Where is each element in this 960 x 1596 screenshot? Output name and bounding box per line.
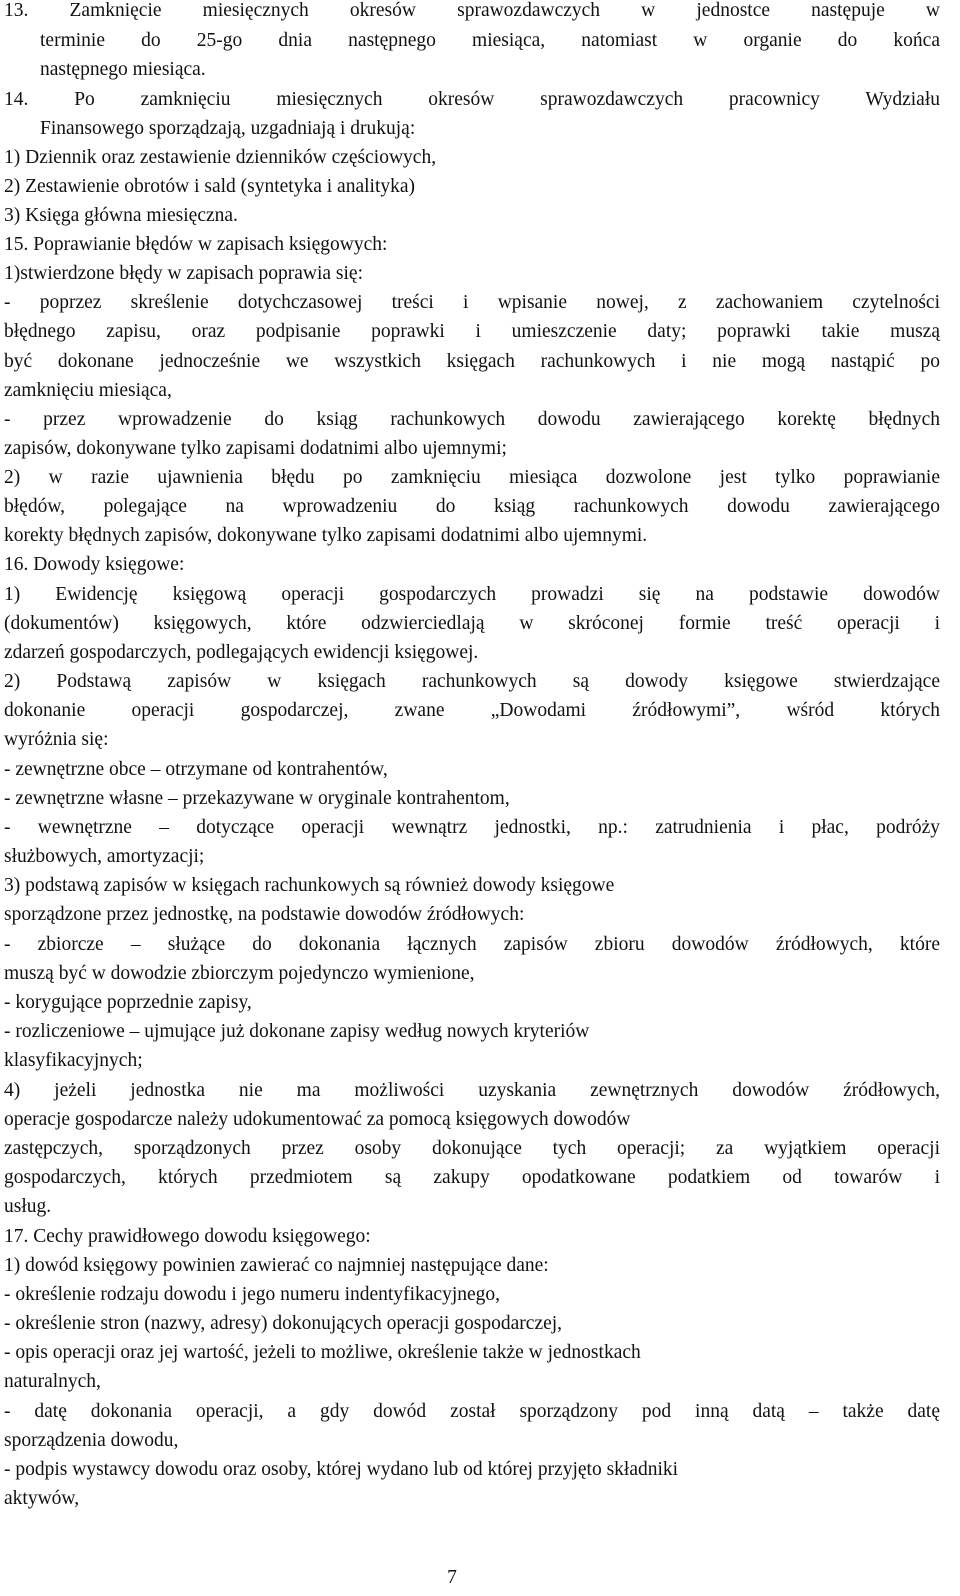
text-line-7: 2) Zestawienie obrotów i sald (syntetyka i analityka) xyxy=(4,176,416,197)
text-line-6: 1) Dziennik oraz zestawienie dzienników częściowych, xyxy=(4,147,437,168)
text-line-14: zamknięciu miesiąca, xyxy=(4,380,172,401)
text-line-28: - zewnętrzne własne – przekazywane w oryginale kontrahentom, xyxy=(4,788,510,809)
text-line-23: zdarzeń gospodarczych, podlegających ewidencji księgowej. xyxy=(4,642,479,663)
text-line-49: - datę dokonania operacji, a gdy dowód został sporządzony pod inną datą – także datę xyxy=(4,1401,940,1422)
text-line-20: 16. Dowody księgowe: xyxy=(4,554,185,575)
text-line-11: - poprzez skreślenie dotychczasowej treści i wpisanie nowej, z zachowaniem czytelności xyxy=(4,292,940,313)
text-line-48: naturalnych, xyxy=(4,1371,101,1392)
text-line-29: - wewnętrzne – dotyczące operacji wewnątrz jednostki, np.: zatrudnienia i płac, podróży xyxy=(4,817,940,838)
text-line-30: służbowych, amortyzacji; xyxy=(4,846,205,867)
text-line-1: 13. Zamknięcie miesięcznych okresów sprawozdawczych w jednostce następuje w xyxy=(4,0,940,21)
text-line-25: dokonanie operacji gospodarczej, zwane „Dowodami źródłowymi”, wśród których xyxy=(4,700,940,721)
text-line-21: 1) Ewidencję księgową operacji gospodarczych prowadzi się na podstawie dowodów xyxy=(4,584,940,605)
text-line-17: 2) w razie ujawnienia błędu po zamknięciu miesiąca dozwolone jest tylko poprawianie xyxy=(4,467,940,488)
text-line-41: gospodarczych, których przedmiotem są zakupy opodatkowane podatkiem od towarów i xyxy=(4,1167,940,1188)
text-line-34: muszą być w dowodzie zbiorczym pojedynczo wymienione, xyxy=(4,963,475,984)
text-line-52: aktywów, xyxy=(4,1488,80,1509)
text-line-35: - korygujące poprzednie zapisy, xyxy=(4,992,252,1013)
text-line-45: - określenie rodzaju dowodu i jego numeru indentyfikacyjnego, xyxy=(4,1284,501,1305)
text-line-37: klasyfikacyjnych; xyxy=(4,1050,143,1071)
text-line-36: - rozliczeniowe – ujmujące już dokonane zapisy według nowych kryteriów xyxy=(4,1021,590,1042)
text-line-26: wyróżnia się: xyxy=(4,729,109,750)
text-line-40: zastępczych, sporządzonych przez osoby dokonujące tych operacji; za wyjątkiem operacji xyxy=(4,1138,940,1159)
text-line-27: - zewnętrzne obce – otrzymane od kontrahentów, xyxy=(4,759,388,780)
text-line-51: - podpis wystawcy dowodu oraz osoby, której wydano lub od której przyjęto składniki xyxy=(4,1459,679,1480)
text-line-38: 4) jeżeli jednostka nie ma możliwości uzyskania zewnętrznych dowodów źródłowych, xyxy=(4,1080,940,1101)
text-line-46: - określenie stron (nazwy, adresy) dokonujących operacji gospodarczej, xyxy=(4,1313,563,1334)
text-line-8: 3) Księga główna miesięczna. xyxy=(4,205,238,226)
text-line-5: Finansowego sporządzają, uzgadniają i drukują: xyxy=(40,118,416,139)
text-line-22: (dokumentów) księgowych, które odzwierciedlają w skróconej formie treść operacji i xyxy=(4,613,940,634)
text-line-15: - przez wprowadzenie do ksiąg rachunkowych dowodu zawierającego korektę błędnych xyxy=(4,409,940,430)
text-line-31: 3) podstawą zapisów w księgach rachunkowych są również dowody księgowe xyxy=(4,875,615,896)
text-line-44: 1) dowód księgowy powinien zawierać co najmniej następujące dane: xyxy=(4,1255,549,1276)
text-line-3: następnego miesiąca. xyxy=(40,59,206,80)
text-line-10: 1)stwierdzone błędy w zapisach poprawia się: xyxy=(4,263,363,284)
page-number: 7 xyxy=(447,1567,457,1588)
text-line-18: błędów, polegające na wprowadzeniu do ksiąg rachunkowych dowodu zawierającego xyxy=(4,496,940,517)
text-line-12: błędnego zapisu, oraz podpisanie poprawki i umieszczenie daty; poprawki takie muszą xyxy=(4,321,940,342)
text-line-16: zapisów, dokonywane tylko zapisami dodatnimi albo ujemnymi; xyxy=(4,438,507,459)
text-line-42: usług. xyxy=(4,1196,52,1217)
text-line-13: być dokonane jednocześnie we wszystkich księgach rachunkowych i nie mogą nastąpić po xyxy=(4,351,940,372)
text-line-2: terminie do 25-go dnia następnego miesiąca, natomiast w organie do końca xyxy=(40,30,940,51)
text-line-24: 2) Podstawą zapisów w księgach rachunkowych są dowody księgowe stwierdzające xyxy=(4,671,940,692)
text-line-19: korekty błędnych zapisów, dokonywane tylko zapisami dodatnimi albo ujemnymi. xyxy=(4,525,648,546)
text-line-32: sporządzone przez jednostkę, na podstawie dowodów źródłowych: xyxy=(4,904,525,925)
text-line-33: - zbiorcze – służące do dokonania łącznych zapisów zbioru dowodów źródłowych, które xyxy=(4,934,940,955)
text-line-39: operacje gospodarcze należy udokumentować za pomocą księgowych dowodów xyxy=(4,1109,631,1130)
text-line-9: 15. Poprawianie błędów w zapisach księgowych: xyxy=(4,234,388,255)
text-line-43: 17. Cechy prawidłowego dowodu księgowego: xyxy=(4,1226,371,1247)
text-line-47: - opis operacji oraz jej wartość, jeżeli to możliwe, określenie także w jednostkach xyxy=(4,1342,641,1363)
text-line-4: 14. Po zamknięciu miesięcznych okresów sprawozdawczych pracownicy Wydziału xyxy=(4,89,940,110)
text-line-50: sporządzenia dowodu, xyxy=(4,1430,179,1451)
